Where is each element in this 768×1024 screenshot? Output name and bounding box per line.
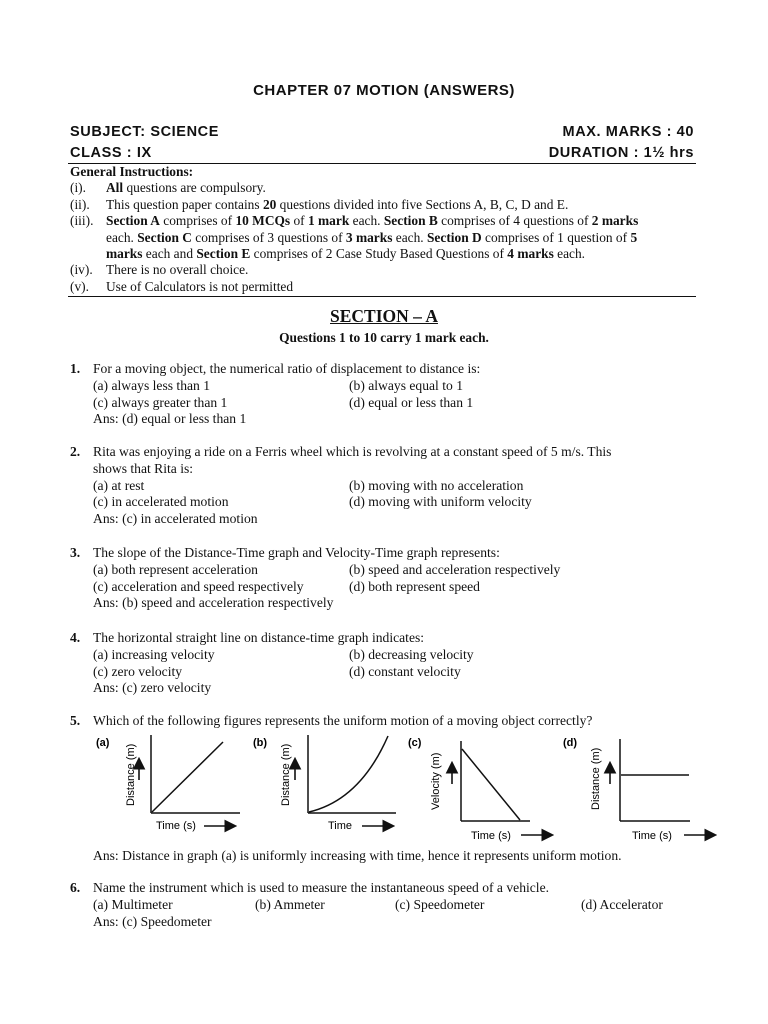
option-c: (c) in accelerated motion — [93, 494, 229, 510]
option-d: (d) both represent speed — [349, 578, 480, 594]
instructions-divider — [68, 296, 696, 297]
question-2 — [70, 444, 700, 528]
options — [93, 562, 700, 596]
option-b: (b) speed and acceleration respectively — [349, 561, 561, 577]
page-title: CHAPTER 07 MOTION (ANSWERS) — [253, 82, 515, 99]
instruction-number: (v). — [70, 278, 89, 294]
answer-text: Ans: Distance in graph (a) is uniformly increasing with time, hence it represents uniform motion. — [93, 848, 622, 863]
option-b: (b) always equal to 1 — [349, 377, 464, 393]
question-5-answer — [70, 848, 700, 865]
graph-b-xlabel: Time — [328, 820, 353, 832]
question-text: For a moving object, the numerical ratio of displacement to distance is: — [93, 361, 481, 376]
question-text: Rita was enjoying a ride on a Ferris wheel which is revolving at a constant speed of 5 m/s. This — [93, 444, 612, 459]
question-number: 3. — [70, 545, 81, 560]
question-3 — [70, 545, 700, 612]
instruction-text: Section A comprises of 10 MCQs of 1 mark each. Section B comprises of 4 questions of 2 marks — [106, 213, 639, 229]
graph-d-ylabel: Distance (m) — [590, 747, 602, 810]
graph-d-label: (d) — [563, 737, 578, 749]
graph-a — [96, 735, 240, 832]
answer-text: Ans: (c) in accelerated motion — [93, 511, 258, 527]
option-a: (a) Multimeter — [93, 896, 173, 912]
option-a: (a) increasing velocity — [93, 646, 215, 662]
option-a: (a) always less than 1 — [93, 377, 211, 393]
graph-c-ylabel: Velocity (m) — [430, 752, 442, 810]
graph-a-xlabel: Time (s) — [156, 820, 196, 832]
graph-d-xlabel: Time (s) — [632, 830, 672, 842]
meta-row-2 — [70, 145, 694, 161]
subject-label: SUBJECT: SCIENCE — [70, 124, 219, 140]
section-subtitle: Questions 1 to 10 carry 1 mark each. — [279, 330, 489, 345]
graphs-svg — [90, 730, 730, 850]
instruction-number: (i). — [70, 180, 86, 196]
graph-b-curve — [309, 736, 388, 812]
options — [93, 378, 700, 412]
instruction-number: (ii). — [70, 196, 90, 212]
question-text: Which of the following figures represents the uniform motion of a moving object correctly? — [93, 713, 593, 728]
instruction-item — [70, 213, 698, 229]
question-5 — [70, 713, 700, 730]
options — [93, 897, 700, 914]
instruction-text: Use of Calculators is not permitted — [106, 278, 294, 294]
max-marks-label: MAX. MARKS : 40 — [562, 124, 694, 140]
instruction-continuation: marks each and Section E comprises of 2 Case Study Based Questions of 4 marks each. — [106, 246, 586, 262]
question-number: 4. — [70, 630, 81, 645]
option-c: (c) acceleration and speed respectively — [93, 578, 304, 594]
option-d: (d) Accelerator — [581, 896, 663, 912]
option-c: (c) always greater than 1 — [93, 394, 228, 410]
instruction-item — [70, 197, 698, 213]
instruction-continuation: each. Section C comprises of 3 questions of 3 marks each. Section D comprises of 1 question of 5 — [106, 229, 638, 245]
option-a: (a) both represent acceleration — [93, 561, 258, 577]
option-c: (c) Speedometer — [395, 896, 485, 912]
options — [93, 478, 700, 512]
question-text: The slope of the Distance-Time graph and Velocity-Time graph represents: — [93, 545, 500, 560]
graph-c-label: (c) — [408, 737, 422, 749]
question-1 — [70, 361, 700, 428]
answer-text: Ans: (d) equal or less than 1 — [93, 411, 247, 427]
duration-label: DURATION : 1½ hrs — [548, 145, 694, 161]
option-b: (b) decreasing velocity — [349, 646, 474, 662]
question-number: 5. — [70, 713, 81, 728]
answer-text: Ans: (b) speed and acceleration respectively — [93, 595, 334, 611]
option-b: (b) moving with no acceleration — [349, 477, 524, 493]
question-number: 6. — [70, 880, 81, 895]
graph-b — [253, 735, 396, 832]
meta-row-1 — [70, 124, 694, 140]
graph-b-ylabel: Distance (m) — [280, 743, 292, 806]
class-label: CLASS : IX — [70, 145, 152, 161]
answer-text: Ans: (c) Speedometer — [93, 913, 212, 929]
question-number: 2. — [70, 444, 81, 459]
option-a: (a) at rest — [93, 477, 145, 493]
instruction-text: This question paper contains 20 questions divided into five Sections A, B, C, D and E. — [106, 196, 569, 212]
question-text: Name the instrument which is used to measure the instantaneous speed of a vehicle. — [93, 880, 550, 895]
instruction-item — [70, 279, 698, 295]
graph-b-label: (b) — [253, 737, 268, 749]
option-d: (d) constant velocity — [349, 663, 461, 679]
question-text: The horizontal straight line on distance-time graph indicates: — [93, 630, 425, 645]
options — [93, 647, 700, 681]
instruction-item — [70, 262, 698, 278]
question-number: 1. — [70, 361, 81, 376]
option-c: (c) zero velocity — [93, 663, 183, 679]
graph-c-line — [462, 749, 520, 820]
instruction-item — [70, 180, 698, 196]
instruction-text: All questions are compulsory. — [106, 180, 266, 196]
section-heading: SECTION – A — [330, 306, 438, 326]
instructions-heading: General Instructions: — [70, 164, 194, 179]
general-instructions — [70, 164, 698, 295]
answer-text: Ans: (c) zero velocity — [93, 680, 212, 696]
motion-graphs-figure — [90, 730, 730, 850]
graph-a-label: (a) — [96, 737, 110, 749]
graph-a-line — [152, 742, 223, 812]
question-4 — [70, 630, 700, 697]
graph-c-xlabel: Time (s) — [471, 830, 511, 842]
option-d: (d) equal or less than 1 — [349, 394, 474, 410]
graph-a-ylabel: Distance (m) — [125, 743, 137, 806]
instruction-number: (iv). — [70, 262, 93, 278]
question-6 — [70, 880, 700, 930]
instruction-number: (iii). — [70, 213, 94, 229]
graph-c — [408, 737, 551, 842]
question-text-continued: shows that Rita is: — [93, 460, 194, 476]
graph-d — [563, 737, 714, 842]
option-d: (d) moving with uniform velocity — [349, 494, 532, 510]
option-b: (b) Ammeter — [255, 896, 325, 912]
instruction-text: There is no overall choice. — [106, 262, 249, 278]
